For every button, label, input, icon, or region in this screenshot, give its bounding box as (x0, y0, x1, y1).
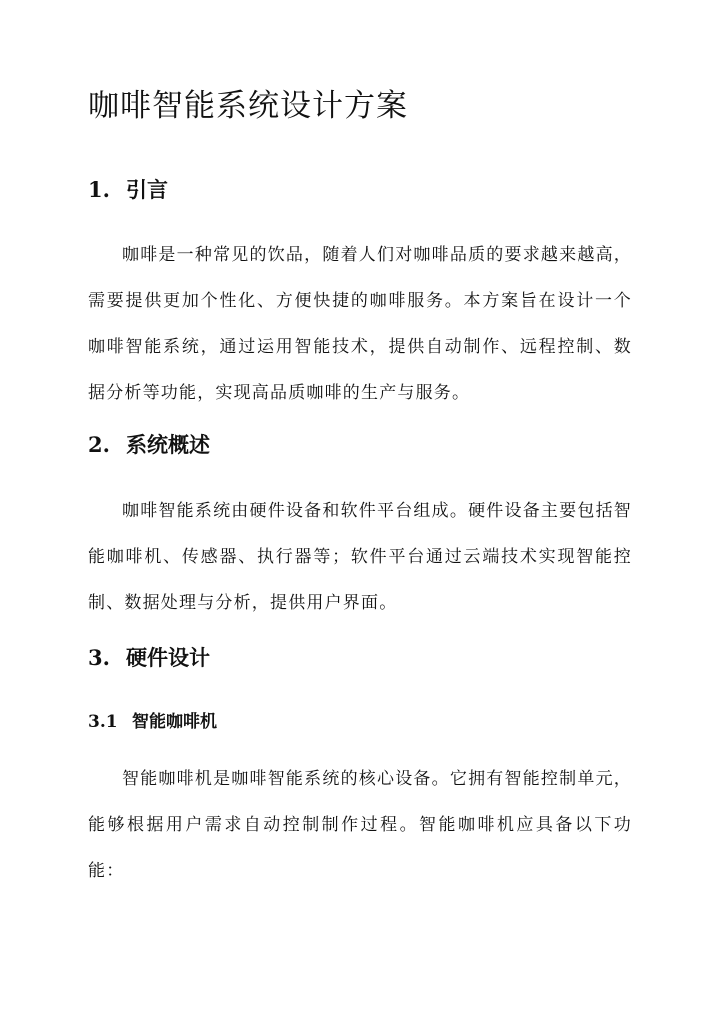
section-heading-hardware (88, 643, 210, 673)
section-heading-intro (88, 175, 168, 205)
section-title: 硬件设计 (126, 645, 210, 670)
section-title: 系统概述 (126, 432, 210, 457)
section-heading-overview (88, 430, 210, 460)
section-number: 2. (88, 432, 110, 457)
section-number: 3. (88, 645, 110, 670)
subsection-title: 智能咖啡机 (132, 712, 217, 732)
coffee-machine-paragraph: 智能咖啡机是咖啡智能系统的核心设备。它拥有智能控制单元，能够根据用户需求自动控制制作过程。智能咖啡机应具备以下功能： (88, 769, 632, 881)
overview-paragraph: 咖啡智能系统由硬件设备和软件平台组成。硬件设备主要包括智能咖啡机、传感器、执行器等；软件平台通过云端技术实现智能控制、数据处理与分析，提供用户界面。 (88, 501, 632, 613)
intro-paragraph: 咖啡是一种常见的饮品，随着人们对咖啡品质的要求越来越高，需要提供更加个性化、方便快捷的咖啡服务。本方案旨在设计一个咖啡智能系统，通过运用智能技术，提供自动制作、远程控制、数据分析等功能，实现高品质咖啡的生产与服务。 (88, 245, 632, 403)
subsection-number: 3.1 (88, 712, 118, 732)
section-title: 引言 (126, 177, 168, 202)
page-title: 咖啡智能系统设计方案 (88, 88, 408, 124)
section-number: 1. (88, 177, 110, 202)
subsection-heading-coffee-machine (88, 709, 217, 735)
